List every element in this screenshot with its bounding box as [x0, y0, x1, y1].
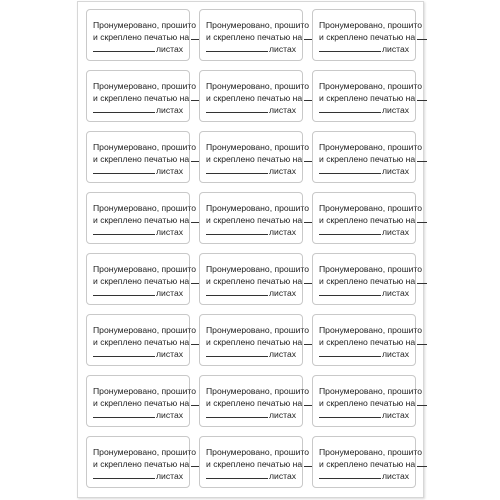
label-line-2: [206, 153, 303, 165]
sheets-count-blank: [319, 226, 381, 235]
label-line-2-text: и скреплено печатью на: [319, 459, 416, 470]
label-line-2: [206, 275, 303, 287]
label-line-3-text: листах: [382, 349, 410, 360]
sticker-label: [312, 9, 423, 61]
label-line-3: [206, 409, 298, 421]
label-line-2: [319, 31, 416, 43]
sticker-label: [312, 314, 423, 366]
sticker-label: [312, 375, 423, 427]
label-line-3: [206, 470, 298, 482]
sheets-count-blank: [206, 226, 268, 235]
sheets-count-blank: [93, 409, 155, 418]
label-line-2: [206, 214, 303, 226]
label-line-1: Пронумеровано, прошито: [93, 81, 197, 91]
label-line-2-text: и скреплено печатью на: [93, 398, 190, 409]
label-line-2: [93, 153, 190, 165]
label-line-2: [319, 92, 416, 104]
label-line-3: [319, 165, 411, 177]
label-line-1: Пронумеровано, прошито: [93, 325, 197, 335]
sticker-label: [86, 9, 197, 61]
sheets-count-blank: [206, 104, 268, 113]
label-line-1: Пронумеровано, прошито: [319, 81, 423, 91]
label-line-3: [93, 43, 185, 55]
page-count-blank: [417, 31, 427, 40]
label-line-1: Пронумеровано, прошито: [206, 264, 310, 274]
label-line-3: [93, 104, 185, 116]
sticker-label: [199, 253, 310, 305]
sheets-count-blank: [93, 348, 155, 357]
page-count-blank: [417, 92, 427, 101]
sheets-count-blank: [93, 43, 155, 52]
label-line-3: [93, 165, 185, 177]
sticker-label: [312, 131, 423, 183]
sheets-count-blank: [319, 409, 381, 418]
label-line-2-text: и скреплено печатью на: [206, 93, 303, 104]
page-count-blank: [417, 336, 427, 345]
label-line-3-text: листах: [269, 349, 297, 360]
label-line-1: Пронумеровано, прошито: [206, 81, 310, 91]
label-sheet: [77, 1, 424, 498]
label-line-2-text: и скреплено печатью на: [319, 276, 416, 287]
label-line-2-text: и скреплено печатью на: [319, 337, 416, 348]
label-line-1: Пронумеровано, прошито: [206, 20, 310, 30]
label-line-3-text: листах: [269, 44, 297, 55]
label-line-2: [93, 397, 190, 409]
label-line-3-text: листах: [382, 410, 410, 421]
page-count-blank: [417, 153, 427, 162]
label-line-2: [93, 31, 190, 43]
sticker-label: [86, 314, 197, 366]
label-line-3-text: листах: [269, 227, 297, 238]
sheets-count-blank: [93, 470, 155, 479]
label-line-2-text: и скреплено печатью на: [93, 276, 190, 287]
label-line-3: [319, 43, 411, 55]
label-line-1: Пронумеровано, прошито: [319, 142, 423, 152]
label-line-3-text: листах: [269, 471, 297, 482]
sticker-label: [312, 253, 423, 305]
sticker-label: [199, 9, 310, 61]
label-line-3: [206, 165, 298, 177]
label-line-1: Пронумеровано, прошито: [206, 142, 310, 152]
label-line-3: [93, 470, 185, 482]
label-line-3: [93, 348, 185, 360]
label-line-2-text: и скреплено печатью на: [206, 154, 303, 165]
sheets-count-blank: [93, 104, 155, 113]
label-line-2: [93, 458, 190, 470]
label-line-2: [319, 214, 416, 226]
label-line-2-text: и скреплено печатью на: [206, 459, 303, 470]
page-count-blank: [417, 397, 427, 406]
label-line-3-text: листах: [156, 410, 184, 421]
label-line-3: [206, 43, 298, 55]
label-line-1: Пронумеровано, прошито: [206, 386, 310, 396]
sticker-label: [312, 192, 423, 244]
label-line-3-text: листах: [156, 227, 184, 238]
label-line-2-text: и скреплено печатью на: [206, 398, 303, 409]
label-line-2-text: и скреплено печатью на: [93, 337, 190, 348]
label-line-3: [319, 348, 411, 360]
label-line-2: [93, 275, 190, 287]
label-line-2-text: и скреплено печатью на: [206, 276, 303, 287]
sticker-label: [199, 70, 310, 122]
sheets-count-blank: [319, 104, 381, 113]
sheets-count-blank: [206, 165, 268, 174]
label-line-3-text: листах: [382, 471, 410, 482]
label-line-2-text: и скреплено печатью на: [319, 93, 416, 104]
sticker-label: [312, 436, 423, 488]
sticker-label: [199, 436, 310, 488]
label-line-3: [93, 287, 185, 299]
label-line-2: [319, 153, 416, 165]
label-line-1: Пронумеровано, прошито: [93, 264, 197, 274]
sheets-count-blank: [93, 226, 155, 235]
label-line-2-text: и скреплено печатью на: [206, 337, 303, 348]
label-line-2-text: и скреплено печатью на: [206, 215, 303, 226]
label-line-2-text: и скреплено печатью на: [93, 93, 190, 104]
label-line-1: Пронумеровано, прошито: [93, 203, 197, 213]
label-line-3: [319, 104, 411, 116]
label-line-2: [319, 397, 416, 409]
sticker-label: [199, 192, 310, 244]
label-line-2-text: и скреплено печатью на: [93, 459, 190, 470]
label-line-2: [206, 31, 303, 43]
label-line-1: Пронумеровано, прошито: [206, 447, 310, 457]
label-line-3-text: листах: [382, 44, 410, 55]
label-line-2: [319, 458, 416, 470]
label-line-1: Пронумеровано, прошито: [206, 203, 310, 213]
label-line-2-text: и скреплено печатью на: [93, 154, 190, 165]
sticker-label: [199, 131, 310, 183]
label-line-2: [206, 397, 303, 409]
label-line-2-text: и скреплено печатью на: [319, 215, 416, 226]
label-grid: [86, 9, 423, 492]
label-line-2: [206, 92, 303, 104]
label-line-3: [206, 287, 298, 299]
label-line-2-text: и скреплено печатью на: [319, 398, 416, 409]
label-line-3: [206, 226, 298, 238]
sticker-label: [199, 314, 310, 366]
label-line-2-text: и скреплено печатью на: [93, 32, 190, 43]
sticker-label: [86, 192, 197, 244]
label-line-3: [93, 409, 185, 421]
label-line-2: [206, 458, 303, 470]
sheets-count-blank: [206, 348, 268, 357]
sheets-count-blank: [319, 43, 381, 52]
sheets-count-blank: [206, 287, 268, 296]
label-line-3-text: листах: [156, 166, 184, 177]
label-line-1: Пронумеровано, прошито: [319, 325, 423, 335]
sheets-count-blank: [319, 470, 381, 479]
label-line-3: [319, 409, 411, 421]
label-line-2-text: и скреплено печатью на: [93, 215, 190, 226]
sheets-count-blank: [206, 43, 268, 52]
sticker-label: [312, 70, 423, 122]
page-count-blank: [417, 214, 427, 223]
label-line-2-text: и скреплено печатью на: [319, 154, 416, 165]
page-count-blank: [417, 458, 427, 467]
label-line-3-text: листах: [156, 349, 184, 360]
label-line-3-text: листах: [382, 227, 410, 238]
label-line-1: Пронумеровано, прошито: [93, 447, 197, 457]
page-count-blank: [417, 275, 427, 284]
label-line-2-text: и скреплено печатью на: [206, 32, 303, 43]
sheets-count-blank: [319, 165, 381, 174]
label-line-1: Пронумеровано, прошито: [206, 325, 310, 335]
sticker-label: [86, 253, 197, 305]
label-line-2: [319, 336, 416, 348]
label-line-3: [206, 104, 298, 116]
label-line-2: [93, 92, 190, 104]
label-line-2: [93, 214, 190, 226]
label-line-3-text: листах: [156, 471, 184, 482]
sheets-count-blank: [319, 287, 381, 296]
sticker-label: [86, 70, 197, 122]
sheets-count-blank: [206, 409, 268, 418]
label-line-3-text: листах: [156, 105, 184, 116]
label-line-1: Пронумеровано, прошито: [93, 20, 197, 30]
sheets-count-blank: [206, 470, 268, 479]
label-line-1: Пронумеровано, прошито: [319, 20, 423, 30]
label-line-1: Пронумеровано, прошито: [93, 386, 197, 396]
label-line-3: [319, 226, 411, 238]
label-line-3: [93, 226, 185, 238]
label-line-3-text: листах: [382, 105, 410, 116]
label-line-1: Пронумеровано, прошито: [93, 142, 197, 152]
sticker-label: [86, 436, 197, 488]
label-line-1: Пронумеровано, прошито: [319, 264, 423, 274]
label-line-1: Пронумеровано, прошито: [319, 447, 423, 457]
label-line-3-text: листах: [382, 288, 410, 299]
sticker-label: [86, 131, 197, 183]
label-line-2: [93, 336, 190, 348]
label-line-3: [206, 348, 298, 360]
sheets-count-blank: [93, 165, 155, 174]
label-line-3-text: листах: [382, 166, 410, 177]
label-line-1: Пронумеровано, прошито: [319, 386, 423, 396]
label-line-2-text: и скреплено печатью на: [319, 32, 416, 43]
label-line-3-text: листах: [269, 105, 297, 116]
sheets-count-blank: [319, 348, 381, 357]
label-line-3-text: листах: [269, 410, 297, 421]
sticker-label: [199, 375, 310, 427]
sticker-label: [86, 375, 197, 427]
label-line-3-text: листах: [269, 288, 297, 299]
label-line-3-text: листах: [156, 288, 184, 299]
label-line-3-text: листах: [269, 166, 297, 177]
label-line-3-text: листах: [156, 44, 184, 55]
sheets-count-blank: [93, 287, 155, 296]
label-line-2: [319, 275, 416, 287]
label-line-3: [319, 287, 411, 299]
label-line-2: [206, 336, 303, 348]
label-line-1: Пронумеровано, прошито: [319, 203, 423, 213]
label-line-3: [319, 470, 411, 482]
